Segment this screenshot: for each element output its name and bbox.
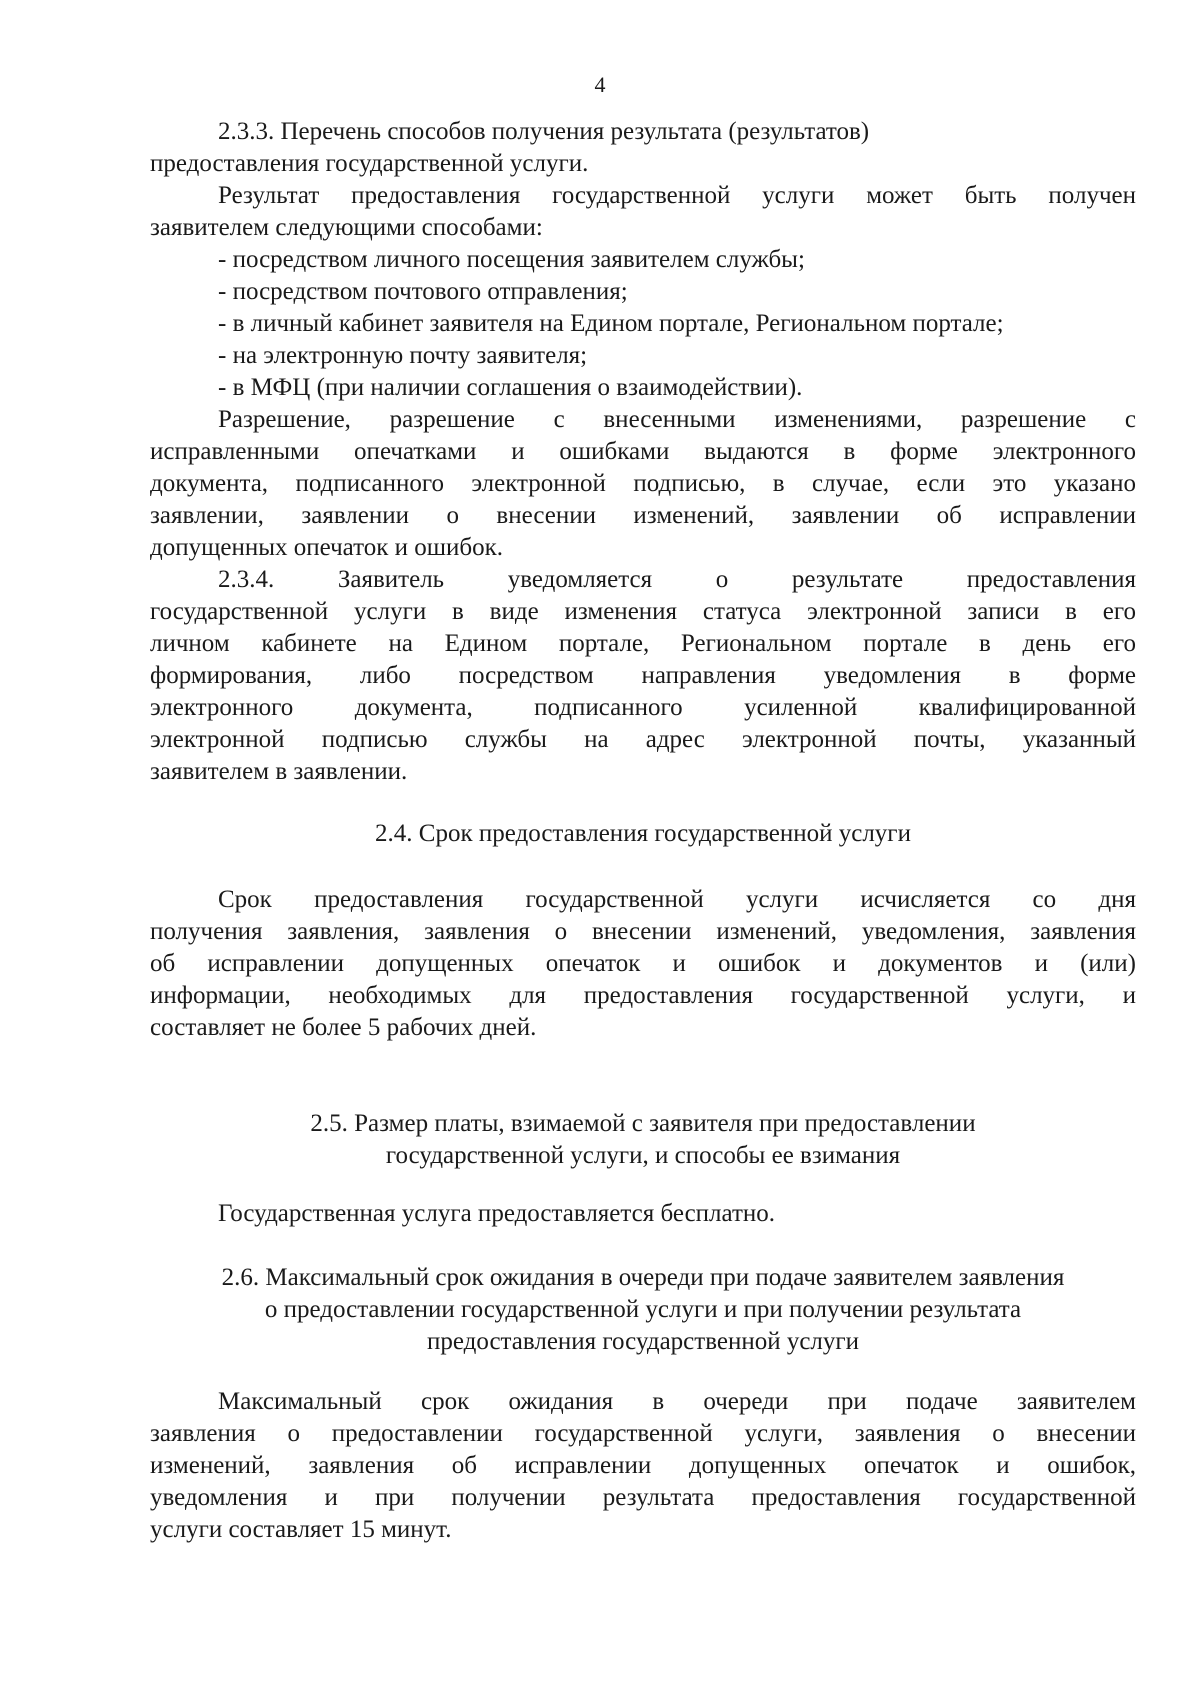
- paragraph-line: Результат предоставления государственной услуги может быть получен: [218, 182, 1136, 209]
- paragraph-line: Разрешение, разрешение с внесенными изменениями, разрешение с: [218, 406, 1136, 433]
- paragraph-line: документа, подписанного электронной подписью, в случае, если это указано: [150, 470, 1136, 497]
- section-2-6: [150, 1262, 1136, 1358]
- paragraph-line: личном кабинете на Едином портале, Региональном портале в день его: [150, 630, 1136, 657]
- page-number: 4: [594, 72, 606, 97]
- section-heading: 2.3.3. Перечень способов получения результата (результатов): [218, 118, 870, 145]
- list-item: - в МФЦ (при наличии соглашения о взаимодействии).: [218, 374, 803, 401]
- paragraph-line: составляет не более 5 рабочих дней.: [150, 1014, 537, 1041]
- paragraph-line: Срок предоставления государственной услуги исчисляется со дня: [218, 886, 1136, 913]
- list-item: - посредством личного посещения заявителем службы;: [218, 246, 805, 273]
- list-item: - на электронную почту заявителя;: [218, 342, 588, 369]
- paragraph-line: 2.3.4. Заявитель уведомляется о результате предоставления: [218, 566, 1136, 593]
- paragraph-line: допущенных опечаток и ошибок.: [150, 534, 503, 561]
- section-heading: 2.4. Срок предоставления государственной услуги: [375, 820, 911, 847]
- section-2-4-body: [150, 884, 1136, 1044]
- paragraph-line: услуги составляет 15 минут.: [150, 1516, 452, 1543]
- section-heading-cont: предоставления государственной услуги: [426, 1328, 860, 1355]
- paragraph-line: получения заявления, заявления о внесении изменений, уведомления, заявления: [150, 918, 1136, 945]
- section-2-3-4: [150, 564, 1136, 788]
- section-heading-cont: государственной услуги, и способы ее взимания: [385, 1142, 901, 1169]
- paragraph-line: электронного документа, подписанного усиленной квалифицированной: [150, 694, 1136, 721]
- paragraph-line: заявителем в заявлении.: [150, 758, 408, 785]
- paragraph-line: Максимальный срок ожидания в очереди при подаче заявителем: [218, 1388, 1136, 1415]
- paragraph-line: информации, необходимых для предоставления государственной услуги, и: [150, 982, 1136, 1009]
- paragraph-line: формирования, либо посредством направления уведомления в форме: [150, 662, 1136, 689]
- paragraph-line: заявлении, заявлении о внесении изменений, заявлении об исправлении: [150, 502, 1136, 529]
- list-item: - в личный кабинет заявителя на Едином портале, Региональном портале;: [218, 310, 1004, 337]
- section-heading-cont: предоставления государственной услуги.: [150, 150, 589, 177]
- paragraph-line: исправленными опечатками и ошибками выдаются в форме электронного: [150, 438, 1136, 465]
- paragraph-line: уведомления и при получении результата предоставления государственной: [150, 1484, 1136, 1511]
- section-heading-cont: о предоставлении государственной услуги и при получении результата: [264, 1296, 1022, 1323]
- paragraph-line: об исправлении допущенных опечаток и ошибок и документов и (или): [150, 950, 1136, 977]
- section-2-4: [150, 818, 1136, 850]
- paragraph-line: Государственная услуга предоставляется бесплатно.: [218, 1200, 776, 1227]
- paragraph-line: заявления о предоставлении государственной услуги, заявления о внесении: [150, 1420, 1136, 1447]
- section-2-5: [150, 1108, 1136, 1172]
- paragraph-line: государственной услуги в виде изменения статуса электронной записи в его: [150, 598, 1136, 625]
- section-heading: 2.5. Размер платы, взимаемой с заявителя при предоставлении: [310, 1110, 976, 1137]
- section-2-5-body: [150, 1198, 1136, 1230]
- section-2-3-3: [150, 116, 1136, 564]
- list-item: - посредством почтового отправления;: [218, 278, 628, 305]
- paragraph-line: электронной подписью службы на адрес электронной почты, указанный: [150, 726, 1136, 753]
- section-2-6-body: [150, 1386, 1136, 1546]
- section-heading: 2.6. Максимальный срок ожидания в очереди при подаче заявителем заявления: [221, 1264, 1065, 1291]
- paragraph-line: заявителем следующими способами:: [150, 214, 543, 241]
- paragraph-line: изменений, заявления об исправлении допущенных опечаток и ошибок,: [150, 1452, 1136, 1479]
